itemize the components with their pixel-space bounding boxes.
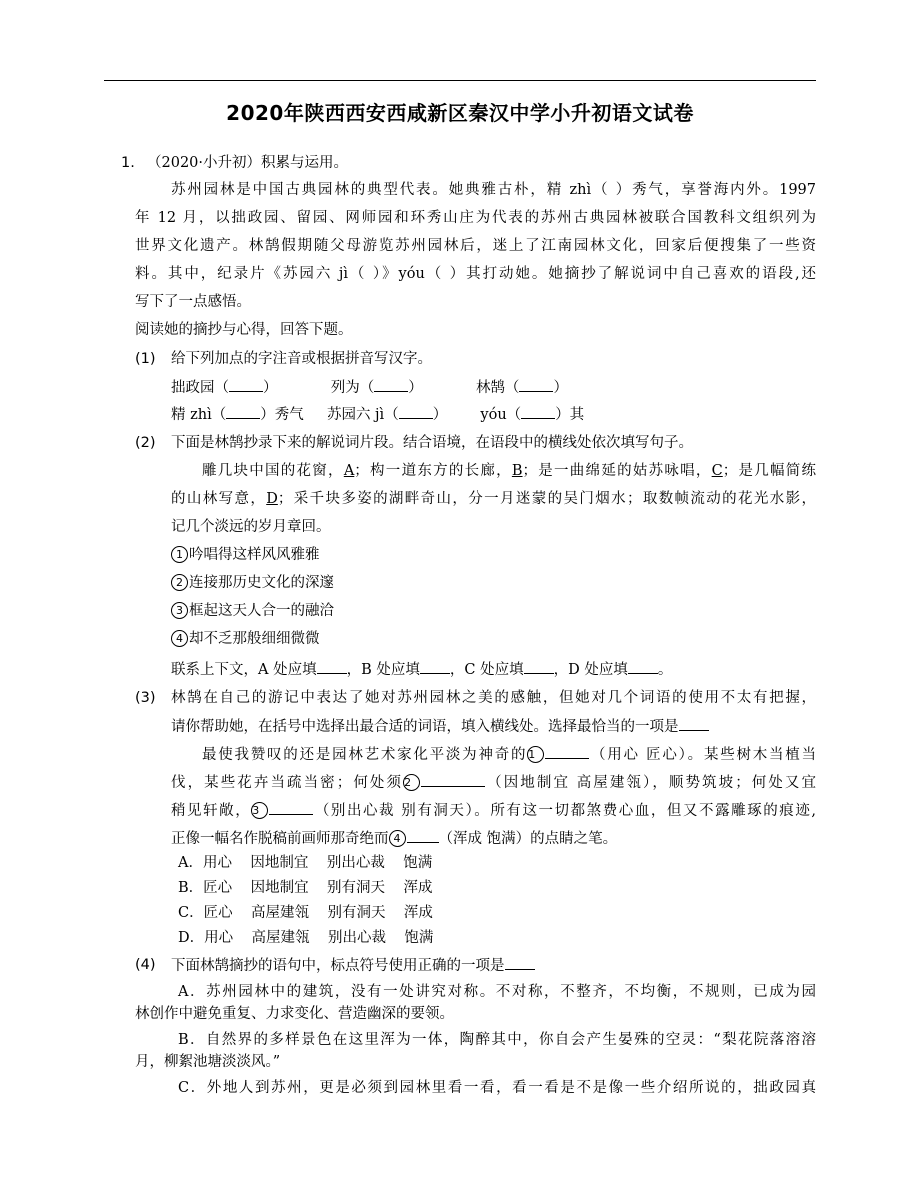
- passage-line: 世界文化遗产。林鹄假期随父母游览苏州园林后，迷上了江南园林文化，回家后便搜集了一些资: [135, 238, 816, 254]
- passage-line: 年 12 月，以拙政园、留园、网师园和环秀山庄为代表的苏州古典园林被联合国教科文组织列为: [135, 210, 816, 226]
- option-item: 4 却不乏那般细细微微: [171, 629, 320, 649]
- excerpt-line: 雕几块中国的花窗，A；构一道东方的长廊，B；是一曲绵延的姑苏咏唱，C；是几幅简练: [202, 463, 817, 479]
- answer-blank[interactable]: [317, 659, 347, 674]
- pinyin-row: 拙政园（ ） 列为（ ） 林鹄（ ）: [171, 377, 568, 398]
- question-number: 1.: [121, 155, 135, 171]
- header-rule: [104, 80, 816, 81]
- answer-blank[interactable]: [374, 377, 408, 392]
- choice-b-continued: 月，柳絮池塘淡淡风。”: [135, 1054, 281, 1070]
- excerpt-line: 记几个淡远的岁月章回。: [171, 519, 331, 535]
- answer-blank[interactable]: [679, 716, 709, 731]
- travelogue-line: 正像一幅名作脱稿前画师那奇绝而 4 （浑成 饱满）的点睛之笔。: [171, 828, 617, 849]
- subquestion-prompt: 下面是林鹄抄录下来的解说词片段。结合语境，在语段中的横线处依次填写句子。: [171, 435, 693, 451]
- travelogue-line: 最使我赞叹的还是园林艺术家化平淡为神奇的1 （用心 匠心）。某些树木当植当: [202, 744, 816, 765]
- answer-blank[interactable]: [519, 377, 553, 392]
- instruction: 阅读她的摘抄与心得，回答下题。: [135, 322, 353, 338]
- choice-b[interactable]: B．匠心 因地制宜 别有洞天 浑成: [178, 880, 433, 896]
- choice-b[interactable]: B．自然界的多样景色在这里浑为一体，陶醉其中，你自会产生晏殊的空灵：“梨花院落溶溶: [178, 1032, 816, 1048]
- answer-blank[interactable]: [269, 800, 313, 815]
- choice-a[interactable]: A．用心 因地制宜 别出心裁 饱满: [178, 855, 433, 871]
- choice-c[interactable]: C．匠心 高屋建瓴 别有洞天 浑成: [178, 905, 433, 921]
- answer-blank[interactable]: [421, 772, 485, 787]
- subquestion-prompt: 给下列加点的字注音或根据拼音写汉字。: [171, 351, 432, 367]
- passage-line: 写下了一点感悟。: [135, 294, 251, 310]
- answer-blank[interactable]: [229, 377, 263, 392]
- subquestion-number: (2): [135, 435, 156, 451]
- question-head: （2020·小升初）积累与运用。: [147, 155, 349, 171]
- subquestion-prompt: 下面林鹄摘抄的语句中，标点符号使用正确的一项是: [171, 955, 535, 976]
- answer-blank[interactable]: [545, 744, 589, 759]
- passage-line: 苏州园林是中国古典园林的典型代表。她典雅古朴，精 zhì（ ）秀气，享誉海内外。1997: [171, 182, 816, 198]
- answer-blank[interactable]: [226, 404, 260, 419]
- answer-blank[interactable]: [420, 659, 450, 674]
- subquestion-number: (4): [135, 957, 156, 973]
- option-item: 2 连接那历史文化的深邃: [171, 573, 334, 593]
- subquestion-prompt: 请你帮助她，在括号中选择出最合适的词语，填入横线处。选择最恰当的一项是: [171, 716, 709, 737]
- excerpt-line: 的山林写意，D；采千块多姿的湖畔奇山，分一月迷蒙的吴门烟水；取数帧流动的花光水影，: [171, 491, 817, 507]
- answer-line: 联系上下文，A 处应填 ，B 处应填 ，C 处应填 ，D 处应填 。: [171, 659, 672, 680]
- subquestion-number: (1): [135, 351, 156, 367]
- pinyin-row: 精 zhì（ ）秀气 苏园六 jì（ ） yóu（ ）其: [171, 404, 584, 425]
- travelogue-line: 伐，某些花卉当疏当密；何处须2 （因地制宜 高屋建瓴），顺势筑坡；何处又宜: [171, 772, 816, 793]
- choice-a[interactable]: A．苏州园林中的建筑，没有一处讲究对称。不对称，不整齐，不均衡，不规则，已成为园: [178, 984, 816, 1000]
- document-title: 2020年陕西西安西咸新区秦汉中学小升初语文试卷: [226, 101, 694, 125]
- answer-blank[interactable]: [521, 404, 555, 419]
- answer-blank[interactable]: [524, 659, 554, 674]
- passage-line: 料。其中，纪录片《苏园六 jì（ ）》yóu（ ）其打动她。她摘抄了解说词中自己喜欢的语段,还: [135, 266, 816, 282]
- choice-c[interactable]: C．外地人到苏州，更是必须到园林里看一看，看一看是不是像一些介绍所说的，拙政园真: [178, 1080, 816, 1096]
- subquestion-number: (3): [135, 690, 156, 706]
- answer-blank[interactable]: [407, 828, 439, 843]
- choice-d[interactable]: D．用心 高屋建瓴 别出心裁 饱满: [178, 930, 434, 946]
- travelogue-line: 稍见轩敞，3 （别出心裁 别有洞天）。所有这一切都煞费心血，但又不露雕琢的痕迹,: [171, 800, 816, 821]
- answer-blank[interactable]: [628, 659, 658, 674]
- option-item: 1 吟唱得这样风风雅雅: [171, 545, 320, 565]
- subquestion-prompt: 林鹄在自己的游记中表达了她对苏州园林之美的感触，但她对几个词语的使用不太有把握，: [171, 690, 816, 706]
- answer-blank[interactable]: [505, 955, 535, 970]
- choice-a-continued: 林创作中避免重复、力求变化、营造幽深的要领。: [135, 1006, 454, 1022]
- option-item: 3 框起这天人合一的融洽: [171, 601, 334, 621]
- answer-blank[interactable]: [399, 404, 433, 419]
